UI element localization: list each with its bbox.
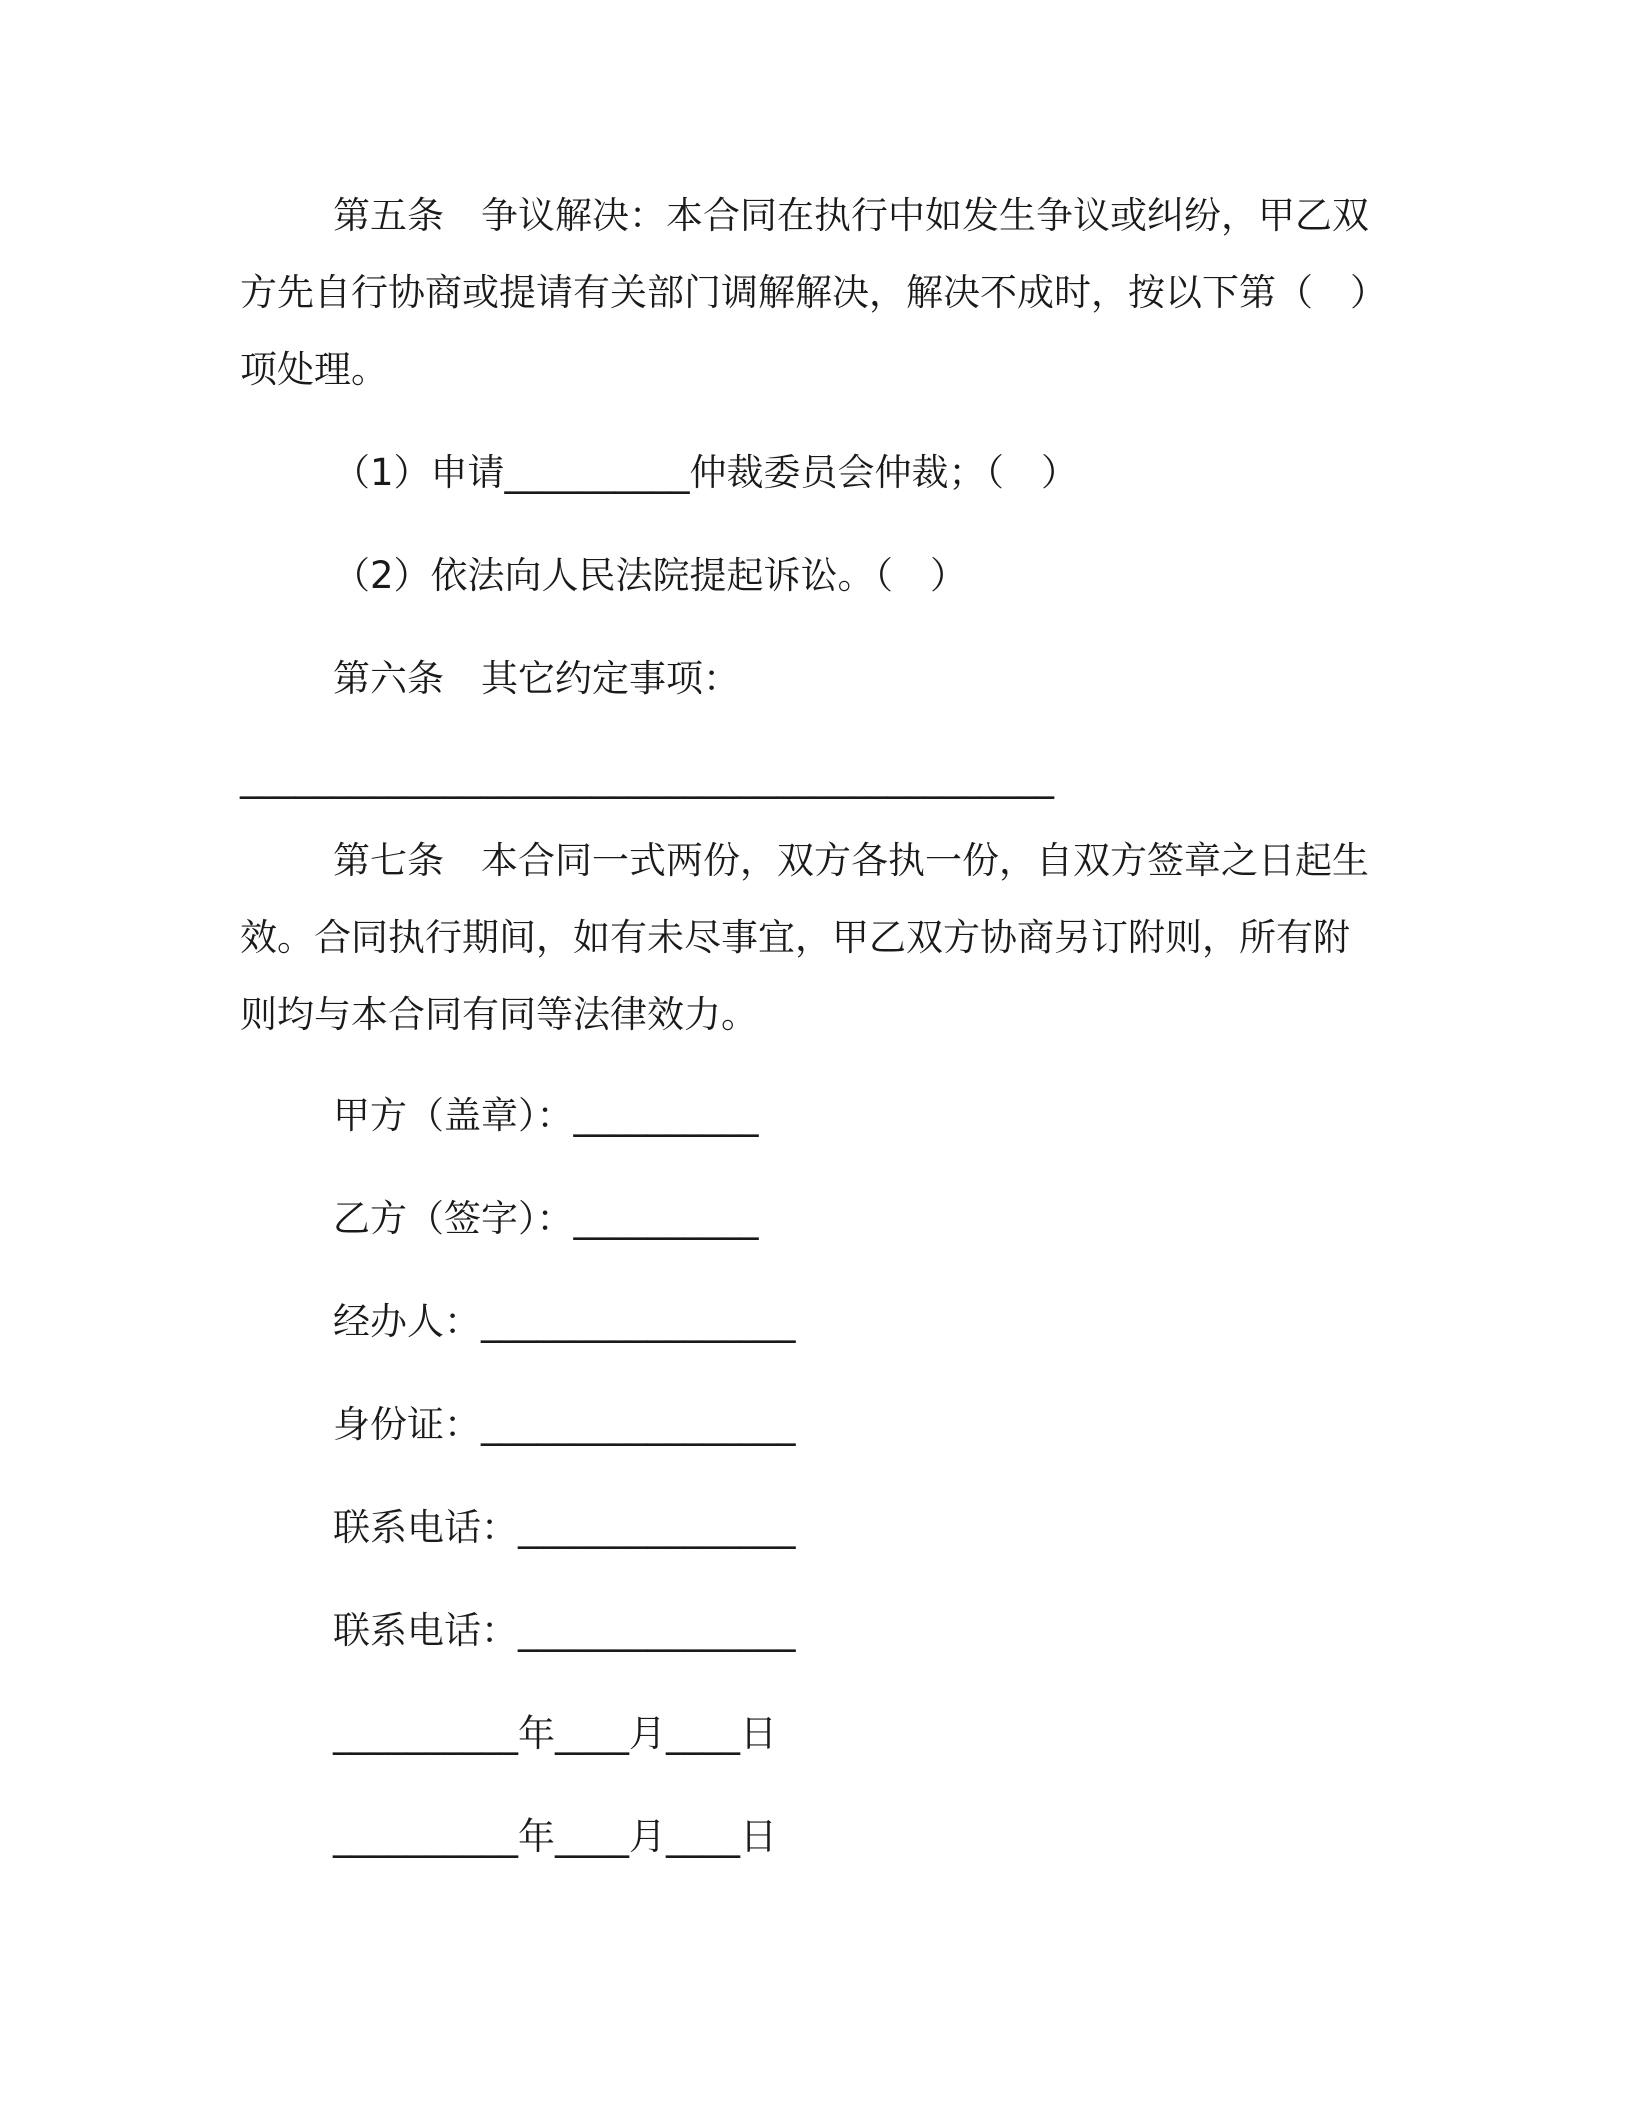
article5-line3: 项处理。 (240, 348, 388, 391)
article5-line1: 第五条 争议解决：本合同在执行中如发生争议或纠纷，甲乙双 (333, 194, 1369, 237)
party-a-signature: 甲方（盖章）：__________ (333, 1094, 759, 1137)
article7-line1: 第七条 本合同一式两份，双方各执一份，自双方签章之日起生 (333, 839, 1369, 882)
article5-option1: （1）申请__________仲裁委员会仲裁；（ ） (333, 451, 1079, 494)
article7-line2: 效。合同执行期间，如有未尽事宜，甲乙双方协商另订附则，所有附 (240, 916, 1350, 959)
party-b-signature: 乙方（签字）：__________ (333, 1197, 759, 1240)
article7-line3: 则均与本合同有同等法律效力。 (240, 993, 758, 1036)
article5-line2: 方先自行协商或提请有关部门调解解决，解决不成时，按以下第（ ） (240, 271, 1387, 314)
article5-option2: （2）依法向人民法院提起诉讼。（ ） (333, 554, 968, 597)
date-field-b: __________年____月____日 (333, 1815, 777, 1858)
id-card-field: 身份证：_________________ (333, 1403, 796, 1446)
article6-title: 第六条 其它约定事项： (333, 657, 740, 700)
phone-field-a: 联系电话：_______________ (333, 1506, 796, 1549)
phone-field-b: 联系电话：_______________ (333, 1609, 796, 1652)
article6-blank: ____________________________________________ (240, 756, 1054, 799)
date-field-a: __________年____月____日 (333, 1712, 777, 1755)
handler-field: 经办人：_________________ (333, 1300, 796, 1343)
